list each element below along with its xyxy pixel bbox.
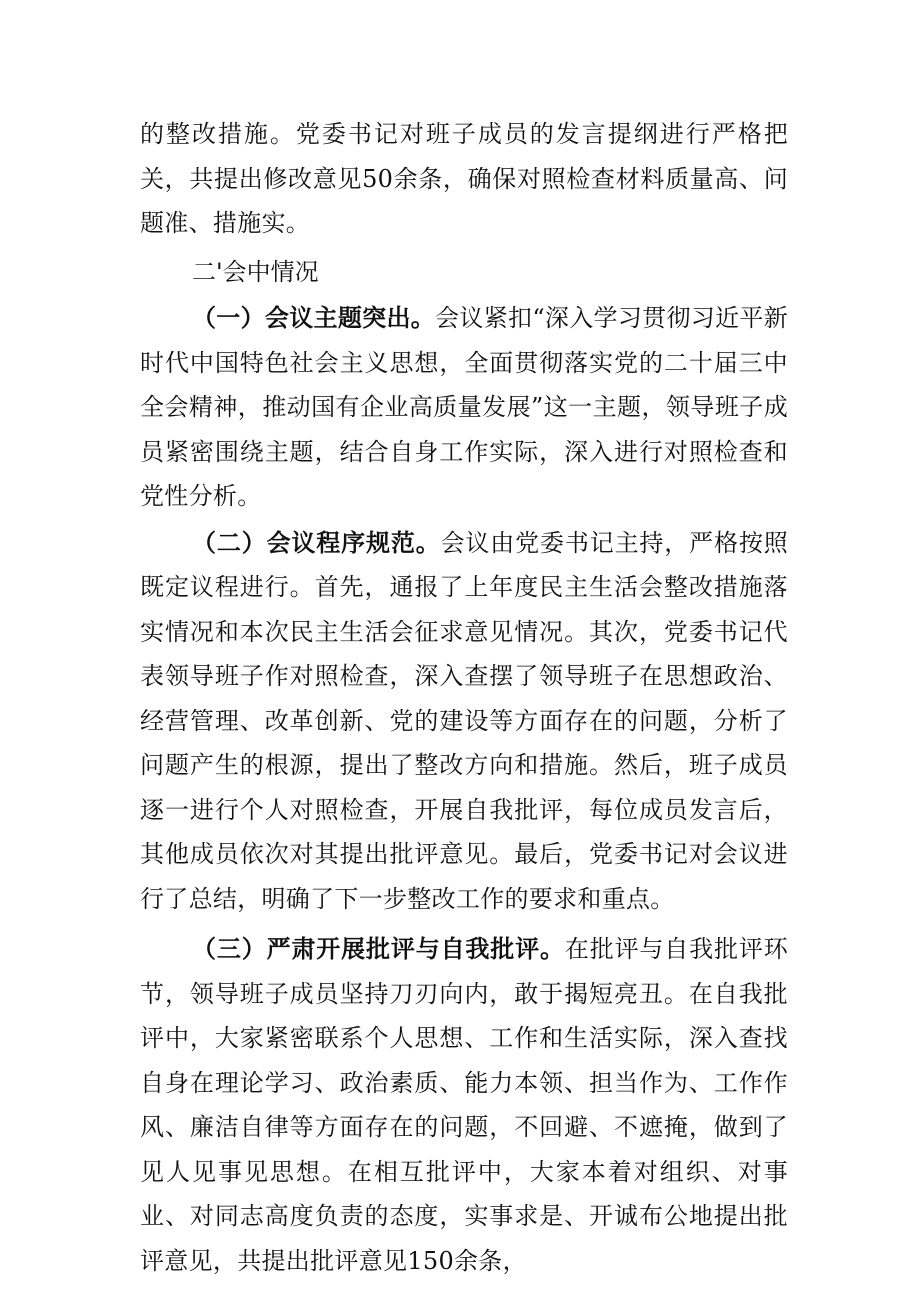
paragraph-lead: （三）严肃开展批评与自我批评。 xyxy=(192,935,565,963)
paragraph-text: 在批评与自我批评环节，领导班子成员坚持刀刃向内，敢于揭短亮丑。在自我批评中，大家紧密联系个人思想、工作和生活实际，深入查找自身在理论学习、政治素质、能力本领、担当作为、工作作风、廉洁自律等方面存在的问题，不回避、不遮掩，做到了见人见事见思想。在相互批评中，大家本着对组织、对事业、对同志高度负责的态度，实事求是、开诚布公地提出批评意见，共提出批评意见150余条， xyxy=(140,935,789,1275)
paragraph-lead: （二）会议程序规范。 xyxy=(192,528,441,557)
paragraph-continued xyxy=(140,112,788,246)
paragraph-criticism xyxy=(140,927,788,1283)
paragraph-meeting-theme xyxy=(140,296,788,519)
paragraph-lead: （一）会议主题突出。 xyxy=(192,304,436,332)
paragraph-text: 会议由党委书记主持，严格按照既定议程进行。首先，通报了上年度民主生活会整改措施落实情况和本次民主生活会征求意见情况。其次，党委书记代表领导班子作对照检查，深入查摆了领导班子在思想政治、经营管理、改革创新、党的建设等方面存在的问题，分析了问题产生的根源，提出了整改方向和措施。然后，班子成员逐一进行个人对照检查，开展自我批评，每位成员发言后，其他成员依次对其提出批评意见。最后，党委书记对会议进行了总结，明确了下一步整改工作的要求和重点。 xyxy=(140,528,789,913)
paragraph-meeting-procedure xyxy=(140,521,788,922)
paragraph-text: 的整改措施。党委书记对班子成员的发言提纲进行严格把关，共提出修改意见50余条，确保对照检查材料质量高、问题准、措施实。 xyxy=(140,120,788,237)
section-heading: 二'会中情况 xyxy=(192,257,319,286)
paragraph-text: 会议紧扣“深入学习贯彻习近平新时代中国特色社会主义思想，全面贯彻落实党的二十届三中全会精神，推动国有企业高质量发展”这一主题，领导班子成员紧密围绕主题，结合自身工作实际，深入进行对照检查和党性分析。 xyxy=(140,304,788,510)
